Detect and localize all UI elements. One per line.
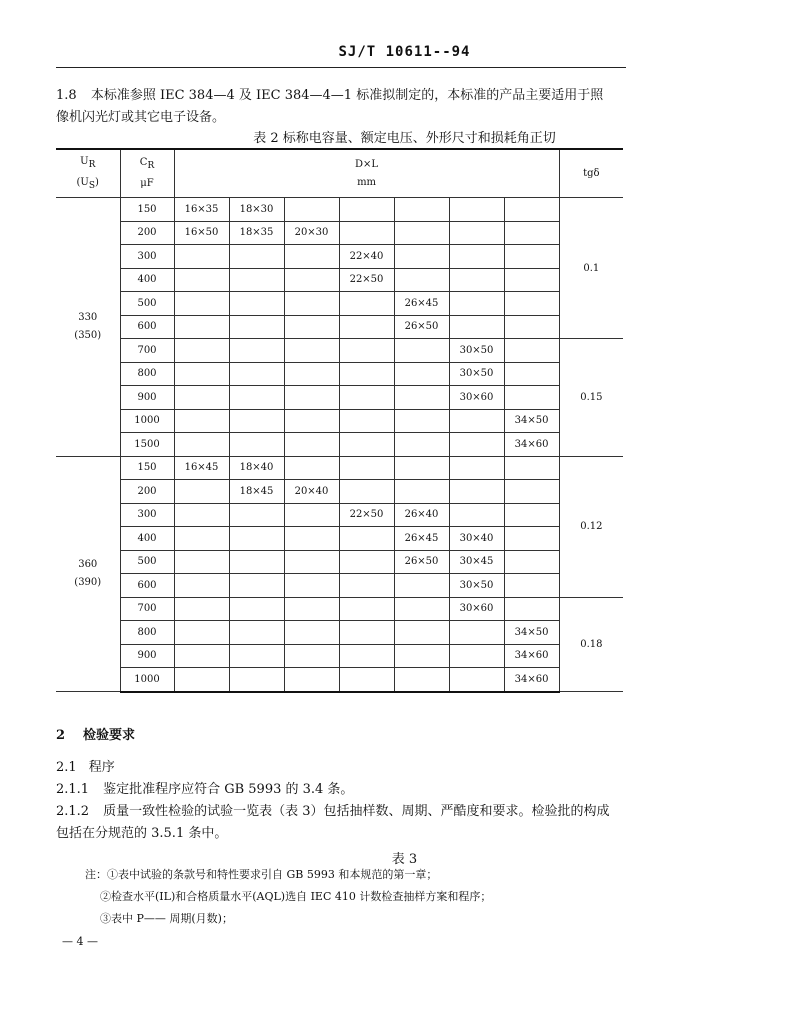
dimension-cell [504, 315, 559, 339]
dimension-cell [229, 550, 284, 574]
dimension-cell: 34×60 [504, 644, 559, 668]
dimension-cell [284, 527, 339, 551]
dimension-cell [394, 433, 449, 457]
dimension-cell [449, 268, 504, 292]
tan-delta-cell: 0.1 [559, 198, 623, 339]
dimension-cell: 34×60 [504, 668, 559, 692]
dimension-cell [394, 480, 449, 504]
section-2-heading: 2 检验要求 [56, 728, 136, 743]
section-text-line1: 本标准参照 IEC 384—4 及 IEC 384—4—1 标准拟制定的，本标准的产品主要适用于照 [90, 88, 604, 103]
table-row [56, 221, 623, 245]
table-row [56, 245, 623, 269]
capacitance-cell: 1000 [120, 409, 174, 433]
dimension-cell [394, 668, 449, 692]
capacitance-cell: 200 [120, 221, 174, 245]
table-row [56, 503, 623, 527]
dimension-cell [229, 268, 284, 292]
dimension-cell [504, 268, 559, 292]
dimension-cell [174, 409, 229, 433]
dimension-cell [449, 621, 504, 645]
dimension-cell: 30×50 [449, 574, 504, 598]
dimension-cell [284, 574, 339, 598]
dimension-cell: 34×60 [504, 433, 559, 457]
header-rule [56, 67, 626, 68]
dimension-cell [394, 386, 449, 410]
dimension-cell: 16×50 [174, 221, 229, 245]
dimension-cell [339, 550, 394, 574]
section-2-1-heading: 2.1 程序 [56, 760, 115, 775]
dimension-cell [284, 245, 339, 269]
dimension-cell [174, 621, 229, 645]
dimension-cell [339, 527, 394, 551]
capacitance-cell: 400 [120, 527, 174, 551]
tan-delta-cell: 0.18 [559, 597, 623, 692]
capacitance-cell: 400 [120, 268, 174, 292]
capacitance-cell: 700 [120, 597, 174, 621]
dimension-cell [229, 503, 284, 527]
dimension-cell [449, 644, 504, 668]
dimension-cell [229, 433, 284, 457]
dimension-cell [174, 339, 229, 363]
dimension-cell [284, 268, 339, 292]
dimension-cell: 16×35 [174, 198, 229, 222]
section-number: 1.8 [56, 88, 77, 103]
rated-voltage-cell: 360 (390) [56, 456, 120, 692]
table-row [56, 644, 623, 668]
dimension-cell [229, 621, 284, 645]
dimension-cell [284, 198, 339, 222]
dimension-cell: 18×35 [229, 221, 284, 245]
dimension-cell [174, 480, 229, 504]
dimension-cell [504, 597, 559, 621]
dimension-cell [449, 245, 504, 269]
table-row [56, 386, 623, 410]
dimension-cell [504, 480, 559, 504]
table-row [56, 292, 623, 316]
header-rated-voltage: UR (US) [56, 149, 120, 198]
capacitance-cell: 200 [120, 480, 174, 504]
dimension-cell: 34×50 [504, 409, 559, 433]
dimension-cell [229, 644, 284, 668]
section-2-1-2-line2: 包括在分规范的 3.5.1 条中。 [56, 826, 228, 841]
dimension-cell [339, 315, 394, 339]
dimension-cell [394, 245, 449, 269]
dimension-cell: 30×40 [449, 527, 504, 551]
table-row [56, 574, 623, 598]
dimension-cell [284, 386, 339, 410]
dimension-cell: 20×40 [284, 480, 339, 504]
dimension-cell [449, 198, 504, 222]
dimension-cell [504, 221, 559, 245]
capacitance-cell: 150 [120, 456, 174, 480]
dimension-cell [339, 292, 394, 316]
dimension-cell [284, 315, 339, 339]
dimension-cell: 26×45 [394, 527, 449, 551]
dimension-cell: 18×30 [229, 198, 284, 222]
dimension-cell [449, 433, 504, 457]
dimension-cell [174, 597, 229, 621]
dimension-cell [284, 292, 339, 316]
table-row [56, 315, 623, 339]
dimension-cell [229, 668, 284, 692]
dimension-cell [339, 433, 394, 457]
dimension-cell [339, 386, 394, 410]
tan-delta-cell: 0.15 [559, 339, 623, 457]
dimension-cell [504, 527, 559, 551]
dimension-cell [394, 574, 449, 598]
dimension-cell: 30×50 [449, 339, 504, 363]
dimension-cell: 22×50 [339, 268, 394, 292]
dimension-cell: 18×40 [229, 456, 284, 480]
capacitance-cell: 900 [120, 644, 174, 668]
dimension-cell [174, 386, 229, 410]
dimension-cell [339, 409, 394, 433]
header-tan-delta: tgδ [559, 149, 623, 198]
capacitance-cell: 300 [120, 503, 174, 527]
dimension-cell [284, 621, 339, 645]
table-row [56, 597, 623, 621]
capacitance-cell: 150 [120, 198, 174, 222]
dimension-cell [504, 292, 559, 316]
capacitance-cell: 900 [120, 386, 174, 410]
capacitance-cell: 500 [120, 292, 174, 316]
dimension-cell: 26×45 [394, 292, 449, 316]
dimension-cell [394, 339, 449, 363]
dimension-cell [339, 668, 394, 692]
dimension-cell [174, 503, 229, 527]
section-2-1-1: 2.1.1 鉴定批准程序应符合 GB 5993 的 3.4 条。 [56, 782, 354, 797]
dimension-cell [229, 597, 284, 621]
dimension-cell [339, 456, 394, 480]
dimension-cell [284, 409, 339, 433]
note-1: 注：①表中试验的条款号和特性要求引自 GB 5993 和本规范的第一章； [85, 868, 438, 881]
dimension-cell [449, 480, 504, 504]
dimension-cell: 20×30 [284, 221, 339, 245]
dimension-cell [504, 574, 559, 598]
dimension-cell: 30×60 [449, 597, 504, 621]
dimension-cell [339, 362, 394, 386]
table-row [56, 339, 623, 363]
dimension-cell [504, 198, 559, 222]
dimension-cell [339, 621, 394, 645]
dimension-cell [394, 456, 449, 480]
dimension-cell [174, 550, 229, 574]
dimension-cell [339, 480, 394, 504]
dimension-cell [284, 339, 339, 363]
dimension-cell [229, 339, 284, 363]
dimension-cell: 30×60 [449, 386, 504, 410]
dimension-cell: 22×50 [339, 503, 394, 527]
dimension-cell [504, 386, 559, 410]
dimension-cell [174, 574, 229, 598]
dimension-cell [339, 198, 394, 222]
dimension-cell [174, 245, 229, 269]
dimension-cell [284, 644, 339, 668]
dimension-cell [229, 386, 284, 410]
dimension-cell: 34×50 [504, 621, 559, 645]
dimension-cell [394, 409, 449, 433]
dimension-cell [394, 362, 449, 386]
dimension-cell [229, 527, 284, 551]
dimension-cell [229, 574, 284, 598]
dimension-cell [504, 550, 559, 574]
tan-delta-cell: 0.12 [559, 456, 623, 597]
dimension-cell [504, 362, 559, 386]
dimension-cell [504, 456, 559, 480]
section-2-1-2: 2.1.2 质量一致性检验的试验一览表（表 3）包括抽样数、周期、严酷度和要求。检验批的构成 [56, 804, 610, 819]
table-row [56, 621, 623, 645]
capacitance-cell: 1000 [120, 668, 174, 692]
dimension-cell [394, 621, 449, 645]
table-row [56, 268, 623, 292]
dimension-cell [394, 198, 449, 222]
dimension-cell [504, 245, 559, 269]
dimension-cell [284, 668, 339, 692]
dimension-cell [339, 574, 394, 598]
dimension-cell [394, 644, 449, 668]
table2-caption: 表 2 标称电容量、额定电压、外形尺寸和损耗角正切 [253, 131, 556, 146]
dimension-cell [229, 315, 284, 339]
section-1-8 [56, 84, 603, 103]
note-2: ②检查水平(IL)和合格质量水平(AQL)选自 IEC 410 计数检查抽样方案和程序； [100, 890, 492, 903]
dimension-cell [174, 315, 229, 339]
dimension-cell [394, 221, 449, 245]
table-row [56, 456, 623, 480]
dimension-cell [284, 433, 339, 457]
dimension-cell [284, 503, 339, 527]
header-capacitance: CR μF [120, 149, 174, 198]
dimension-cell [449, 292, 504, 316]
table-row [56, 668, 623, 692]
dimension-cell [284, 456, 339, 480]
table-row [56, 550, 623, 574]
dimension-cell [449, 221, 504, 245]
dimension-cell [504, 503, 559, 527]
table-row [56, 433, 623, 457]
dimension-cell [174, 668, 229, 692]
dimension-cell [339, 221, 394, 245]
dimension-cell [504, 339, 559, 363]
dimension-cell [174, 644, 229, 668]
header-dimensions: D×L mm [174, 149, 559, 198]
dimension-cell [174, 268, 229, 292]
dimension-cell: 26×50 [394, 550, 449, 574]
dimension-cell: 18×45 [229, 480, 284, 504]
page-number: — 4 — [62, 935, 98, 948]
dimension-cell [174, 433, 229, 457]
table3-caption: 表 3 [391, 852, 418, 867]
capacitance-cell: 700 [120, 339, 174, 363]
dimension-cell [449, 456, 504, 480]
dimension-cell: 22×40 [339, 245, 394, 269]
dimension-cell [174, 527, 229, 551]
dimension-cell [339, 597, 394, 621]
dimension-cell [174, 362, 229, 386]
section-1-8-line2: 像机闪光灯或其它电子设备。 [56, 110, 226, 125]
dimension-cell [229, 245, 284, 269]
capacitance-cell: 800 [120, 621, 174, 645]
capacitance-cell: 800 [120, 362, 174, 386]
dimension-cell [339, 339, 394, 363]
capacitance-cell: 500 [120, 550, 174, 574]
dimension-cell [229, 409, 284, 433]
dimension-cell [284, 550, 339, 574]
table2 [56, 148, 623, 693]
dimension-cell [284, 362, 339, 386]
dimension-cell [174, 292, 229, 316]
table-row [56, 362, 623, 386]
capacitance-cell: 600 [120, 315, 174, 339]
table-row [56, 198, 623, 222]
dimension-cell [284, 597, 339, 621]
dimension-cell [449, 668, 504, 692]
dimension-cell: 30×50 [449, 362, 504, 386]
dimension-cell: 26×50 [394, 315, 449, 339]
capacitance-cell: 300 [120, 245, 174, 269]
dimension-cell [449, 315, 504, 339]
capacitance-cell: 1500 [120, 433, 174, 457]
dimension-cell [449, 503, 504, 527]
dimension-cell [394, 597, 449, 621]
dimension-cell [229, 292, 284, 316]
dimension-cell [449, 409, 504, 433]
table-header-row [56, 149, 623, 198]
dimension-cell [339, 644, 394, 668]
rated-voltage-cell: 330 (350) [56, 198, 120, 457]
dimension-cell: 30×45 [449, 550, 504, 574]
table-row [56, 409, 623, 433]
document-code-header: SJ/T 10611--94 [338, 44, 471, 60]
note-3: ③表中 P—— 周期(月数)； [100, 912, 233, 925]
capacitance-cell: 600 [120, 574, 174, 598]
dimension-cell [229, 362, 284, 386]
dimension-cell: 26×40 [394, 503, 449, 527]
dimension-cell [394, 268, 449, 292]
table-row [56, 527, 623, 551]
table-row [56, 480, 623, 504]
dimension-cell: 16×45 [174, 456, 229, 480]
